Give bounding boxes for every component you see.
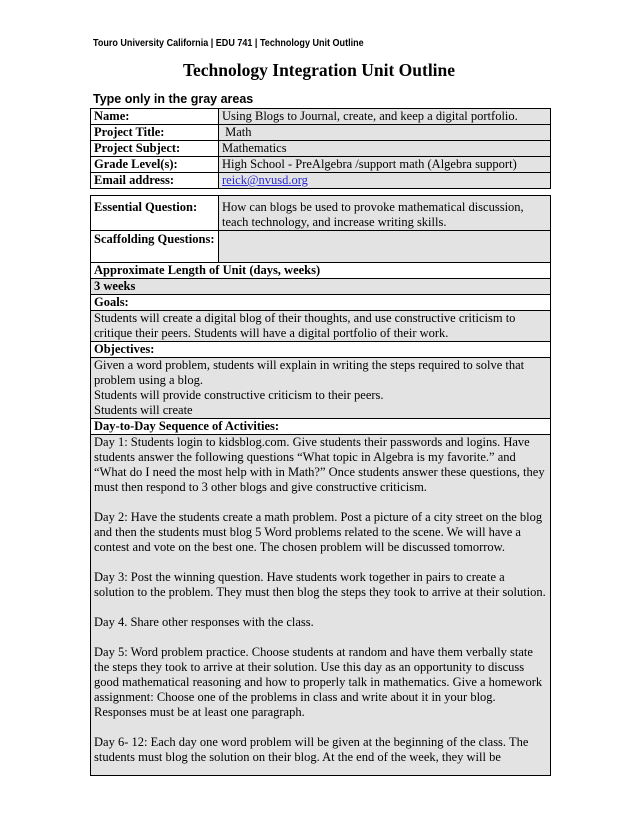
email-link[interactable]: reick@nvusd.org — [222, 173, 308, 187]
name-field[interactable]: Using Blogs to Journal, create, and keep a digital portfolio. — [219, 109, 551, 125]
objective-item: Students will create — [94, 403, 193, 417]
grade-level-field[interactable]: High School - PreAlgebra /support math (Algebra support) — [219, 157, 551, 173]
essential-question-field[interactable]: How can blogs be used to provoke mathematical discussion, teach technology, and increase writing skills. — [219, 196, 551, 231]
scaffolding-field[interactable] — [219, 231, 551, 263]
length-value-row — [91, 279, 551, 295]
objective-item: Given a word problem, students will explain in writing the steps required to solve that problem using a blog. — [94, 358, 525, 387]
objectives-label: Objectives: — [91, 342, 551, 358]
project-subject-label: Project Subject: — [91, 141, 219, 157]
project-title-field[interactable] — [219, 125, 551, 141]
day-entry: Day 5: Word problem practice. Choose students at random and have them verbally state the steps they took to arrive at their solution. Use this day as an opportunity to discuss good mathematical reasoning and how to properly talk in mathematics. Give a homework assignment: Choose one of the problems in class and write about it in your blog. Responses must be at least one paragraph. — [94, 645, 543, 719]
outline-table — [90, 195, 551, 776]
scaffolding-label: Scaffolding Questions: — [91, 231, 219, 263]
project-title-value: Math — [225, 125, 252, 139]
project-subject-row — [91, 141, 551, 157]
document-header: Touro University California | EDU 741 | Technology Unit Outline — [93, 37, 364, 49]
goals-label: Goals: — [91, 295, 551, 311]
length-label: Approximate Length of Unit (days, weeks) — [91, 263, 551, 279]
grade-level-label: Grade Level(s): — [91, 157, 219, 173]
email-field[interactable] — [219, 173, 551, 189]
objectives-value-row — [91, 358, 551, 419]
name-row — [91, 109, 551, 125]
length-label-row — [91, 263, 551, 279]
info-table — [90, 108, 551, 189]
project-title-label: Project Title: — [91, 125, 219, 141]
objective-item: Students will provide constructive criticism to their peers. — [94, 388, 384, 402]
sequence-label: Day-to-Day Sequence of Activities: — [91, 419, 551, 435]
goals-field[interactable]: Students will create a digital blog of their thoughts, and use constructive criticism to critique their peers. Students will have a digital portfolio of their work. — [91, 311, 551, 342]
day-entry: Day 2: Have the students create a math problem. Post a picture of a city street on the blog and then the students must blog 5 Word problems related to the scene. We will have a contest and vote on the best one. The chosen problem will be discussed tomorrow. — [94, 510, 543, 554]
day-entry: Day 4. Share other responses with the class. — [94, 615, 314, 629]
email-row — [91, 173, 551, 189]
objectives-label-row — [91, 342, 551, 358]
sequence-label-row — [91, 419, 551, 435]
day-entry: Day 6- 12: Each day one word problem will be given at the beginning of the class. The students must blog the solution on their blog. At the end of the week, they will be — [94, 735, 529, 764]
grade-level-row — [91, 157, 551, 173]
goals-label-row — [91, 295, 551, 311]
project-title-row — [91, 125, 551, 141]
sequence-field[interactable] — [91, 435, 551, 776]
day-entry: Day 1: Students login to kidsblog.com. Give students their passwords and logins. Have students answer the following questions “What topic in Algebra is my favorite.” and “What do I need the most help with in Math?” Once students answer these questions, they must then respond to 3 other blogs and give constructive criticism. — [94, 435, 545, 494]
page-title: Technology Integration Unit Outline — [182, 60, 456, 80]
length-field[interactable]: 3 weeks — [91, 279, 551, 295]
gray-areas-instruction: Type only in the gray areas — [93, 92, 254, 106]
essential-question-label: Essential Question: — [91, 196, 219, 231]
sequence-value-row — [91, 435, 551, 776]
scaffolding-row — [91, 231, 551, 263]
essential-question-row — [91, 196, 551, 231]
project-subject-field[interactable]: Mathematics — [219, 141, 551, 157]
objectives-field[interactable] — [91, 358, 551, 419]
day-entry: Day 3: Post the winning question. Have students work together in pairs to create a solution to the problem. They must then blog the steps they took to arrive at their solution. — [94, 570, 546, 599]
goals-value-row — [91, 311, 551, 342]
email-label: Email address: — [91, 173, 219, 189]
name-label: Name: — [91, 109, 219, 125]
